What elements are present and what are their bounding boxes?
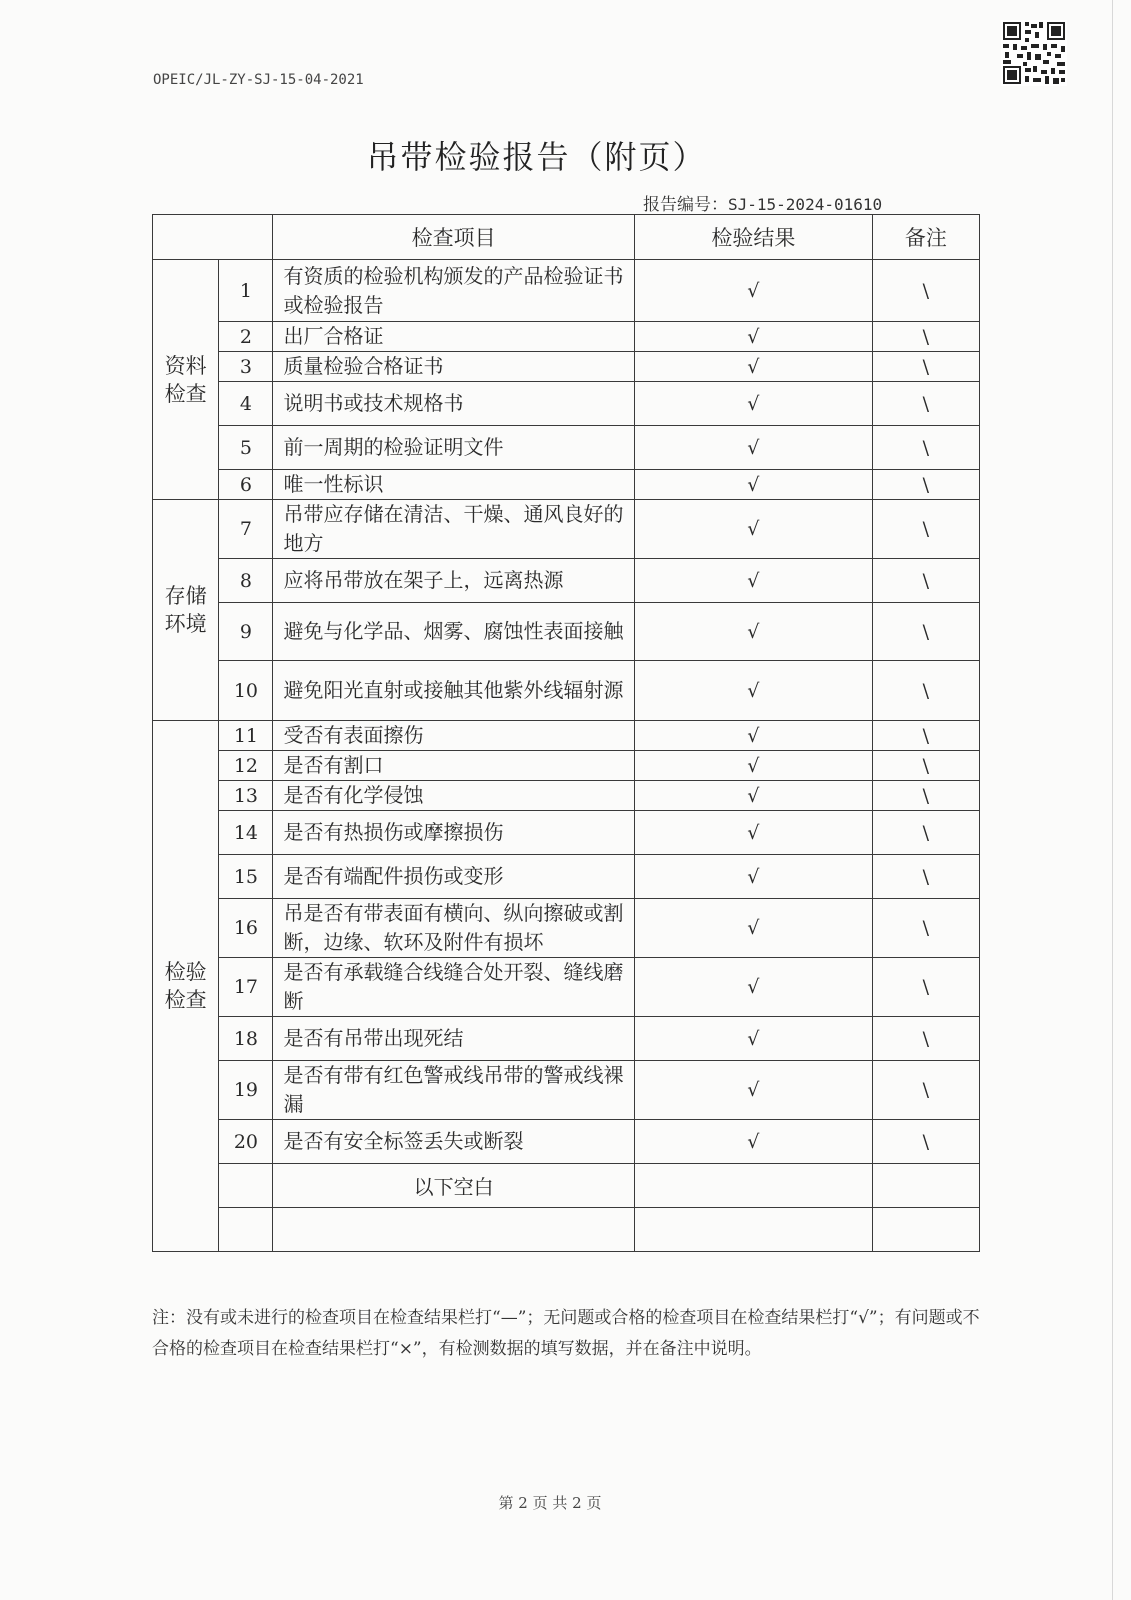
remark-cell: \: [872, 1061, 979, 1120]
blank-note-cell: 以下空白: [273, 1164, 634, 1208]
table-row: [153, 781, 980, 811]
table-row: [153, 721, 980, 751]
remark-cell: \: [872, 855, 979, 899]
table-row: [153, 855, 980, 899]
table-header-row: [153, 215, 980, 260]
empty-cell: [219, 1208, 273, 1252]
result-cell: √: [634, 751, 872, 781]
table-row: [153, 1017, 980, 1061]
category-cell: 存储 环境: [153, 500, 219, 721]
table-row: [153, 958, 980, 1017]
qr-code-icon: [1001, 20, 1067, 86]
row-number-cell: 15: [219, 855, 273, 899]
report-number-value: SJ-15-2024-01610: [728, 195, 883, 214]
result-cell: √: [634, 661, 872, 721]
empty-cell: [634, 1208, 872, 1252]
inspection-item-cell: 是否有化学侵蚀: [273, 781, 634, 811]
table-row: [153, 322, 980, 352]
inspection-item-cell: 是否有端配件损伤或变形: [273, 855, 634, 899]
table-row: [153, 352, 980, 382]
remark-cell: \: [872, 1120, 979, 1164]
inspection-item-cell: 是否有割口: [273, 751, 634, 781]
document-code: OPEIC/JL-ZY-SJ-15-04-2021: [153, 72, 364, 88]
inspection-item-cell: 是否有安全标签丢失或断裂: [273, 1120, 634, 1164]
table-row: [153, 661, 980, 721]
inspection-item-cell: 前一周期的检验证明文件: [273, 426, 634, 470]
empty-cell: [872, 1164, 979, 1208]
inspection-item-cell: 质量检验合格证书: [273, 352, 634, 382]
remark-cell: \: [872, 751, 979, 781]
remark-cell: \: [872, 426, 979, 470]
report-number: [643, 190, 882, 215]
row-number-cell: 20: [219, 1120, 273, 1164]
page-number: 第 2 页 共 2 页: [498, 1494, 602, 1512]
row-number-cell: 3: [219, 352, 273, 382]
result-cell: √: [634, 781, 872, 811]
remark-cell: \: [872, 781, 979, 811]
header-remarks: 备注: [872, 215, 979, 260]
header-inspection-item: 检查项目: [273, 215, 634, 260]
row-number-cell: 2: [219, 322, 273, 352]
result-cell: √: [634, 260, 872, 322]
result-cell: √: [634, 958, 872, 1017]
row-number-cell: 5: [219, 426, 273, 470]
result-cell: √: [634, 500, 872, 559]
table-row: [153, 811, 980, 855]
inspection-item-cell: 唯一性标识: [273, 470, 634, 500]
inspection-item-cell: 受否有表面擦伤: [273, 721, 634, 751]
result-cell: √: [634, 811, 872, 855]
remark-cell: \: [872, 661, 979, 721]
category-cell: 资料 检查: [153, 260, 219, 500]
table-row: [153, 751, 980, 781]
row-number-cell: 4: [219, 382, 273, 426]
inspection-item-cell: 有资质的检验机构颁发的产品检验证书或检验报告: [273, 260, 634, 322]
header-inspection-result: 检验结果: [634, 215, 872, 260]
page-edge-line: [1112, 0, 1113, 1600]
result-cell: √: [634, 1017, 872, 1061]
empty-cell: [872, 1208, 979, 1252]
row-number-cell: 19: [219, 1061, 273, 1120]
row-number-cell: 18: [219, 1017, 273, 1061]
row-number-cell: 6: [219, 470, 273, 500]
row-number-cell: 12: [219, 751, 273, 781]
table-row: [153, 500, 980, 559]
result-cell: √: [634, 721, 872, 751]
remark-cell: \: [872, 811, 979, 855]
inspection-item-cell: 避免阳光直射或接触其他紫外线辐射源: [273, 661, 634, 721]
table-row-blank-note: [153, 1164, 980, 1208]
remark-cell: \: [872, 899, 979, 958]
remark-cell: \: [872, 470, 979, 500]
remark-cell: \: [872, 382, 979, 426]
remark-cell: \: [872, 958, 979, 1017]
inspection-item-cell: 避免与化学品、烟雾、腐蚀性表面接触: [273, 603, 634, 661]
table-row: [153, 382, 980, 426]
table-row: [153, 260, 980, 322]
table-row: [153, 470, 980, 500]
category-cell: 检验 检查: [153, 721, 219, 1252]
table-row: [153, 559, 980, 603]
report-title: 吊带检验报告（附页）: [366, 138, 707, 176]
row-number-cell: 10: [219, 661, 273, 721]
row-number-cell: 7: [219, 500, 273, 559]
table-row: [153, 426, 980, 470]
result-cell: √: [634, 382, 872, 426]
table-row: [153, 899, 980, 958]
row-number-cell: 16: [219, 899, 273, 958]
row-number-cell: 9: [219, 603, 273, 661]
inspection-item-cell: 吊带应存储在清洁、干燥、通风良好的地方: [273, 500, 634, 559]
empty-cell: [219, 1164, 273, 1208]
result-cell: √: [634, 470, 872, 500]
table-row: [153, 1061, 980, 1120]
remark-cell: \: [872, 721, 979, 751]
empty-cell: [634, 1164, 872, 1208]
table-row: [153, 603, 980, 661]
result-cell: √: [634, 352, 872, 382]
inspection-item-cell: 是否有承载缝合线缝合处开裂、缝线磨断: [273, 958, 634, 1017]
result-cell: √: [634, 855, 872, 899]
inspection-item-cell: 应将吊带放在架子上，远离热源: [273, 559, 634, 603]
row-number-cell: 17: [219, 958, 273, 1017]
inspection-item-cell: 是否有吊带出现死结: [273, 1017, 634, 1061]
result-cell: √: [634, 603, 872, 661]
footnote: 注：没有或未进行的检查项目在检查结果栏打“—”；无问题或合格的检查项目在检查结果栏打“√”；有问题或不合格的检查项目在检查结果栏打“×”，有检测数据的填写数据，并在备注中说明。: [152, 1308, 980, 1359]
table-row-empty: [153, 1208, 980, 1252]
table-row: [153, 1120, 980, 1164]
remark-cell: \: [872, 603, 979, 661]
result-cell: √: [634, 426, 872, 470]
empty-cell: [273, 1208, 634, 1252]
row-number-cell: 14: [219, 811, 273, 855]
inspection-item-cell: 是否有热损伤或摩擦损伤: [273, 811, 634, 855]
inspection-item-cell: 吊是否有带表面有横向、纵向擦破或割断，边缘、软环及附件有损坏: [273, 899, 634, 958]
remark-cell: \: [872, 1017, 979, 1061]
remark-cell: \: [872, 500, 979, 559]
row-number-cell: 13: [219, 781, 273, 811]
result-cell: √: [634, 322, 872, 352]
inspection-table: [152, 214, 980, 1252]
row-number-cell: 1: [219, 260, 273, 322]
remark-cell: \: [872, 559, 979, 603]
remark-cell: \: [872, 260, 979, 322]
inspection-item-cell: 出厂合格证: [273, 322, 634, 352]
result-cell: √: [634, 1061, 872, 1120]
inspection-item-cell: 是否有带有红色警戒线吊带的警戒线裸漏: [273, 1061, 634, 1120]
inspection-item-cell: 说明书或技术规格书: [273, 382, 634, 426]
row-number-cell: 8: [219, 559, 273, 603]
remark-cell: \: [872, 322, 979, 352]
result-cell: √: [634, 559, 872, 603]
remark-cell: \: [872, 352, 979, 382]
result-cell: √: [634, 899, 872, 958]
report-number-label: 报告编号：: [643, 195, 728, 215]
row-number-cell: 11: [219, 721, 273, 751]
header-blank-cell: [153, 215, 273, 260]
result-cell: √: [634, 1120, 872, 1164]
